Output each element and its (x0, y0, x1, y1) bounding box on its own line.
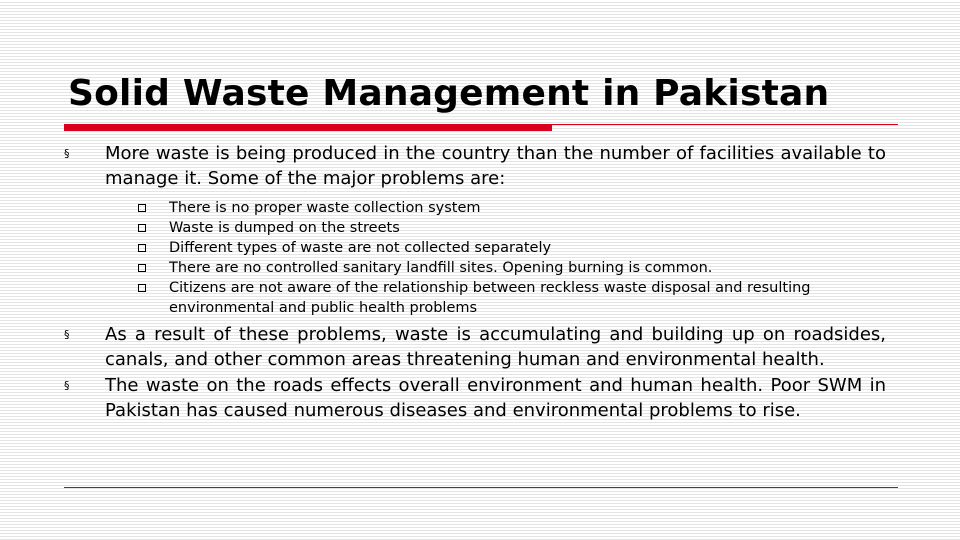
square-bullet-icon: § (64, 328, 70, 341)
sub-bullet-text: Waste is dumped on the streets (169, 220, 400, 236)
title-underline-accent (64, 124, 552, 131)
hollow-square-bullet-icon (138, 264, 146, 272)
sub-bullet-item (64, 218, 886, 238)
square-bullet-icon: § (64, 379, 70, 392)
bullet-text: More waste is being produced in the country than the number of facilities available to manage it. Some of the major problems are: (105, 143, 886, 189)
hollow-square-bullet-icon (138, 244, 146, 252)
slide-body (64, 142, 886, 423)
sub-bullet-item (64, 278, 886, 318)
sub-bullet-text: There are no controlled sanitary landfill sites. Opening burning is common. (169, 260, 713, 276)
sub-bullet-text: There is no proper waste collection system (169, 200, 481, 216)
sub-bullet-item (64, 238, 886, 258)
sub-bullet-list (64, 198, 886, 318)
bullet-text: The waste on the roads effects overall environment and human health. Poor SWM in Pakistan has caused numerous diseases and environmental problems to rise. (105, 375, 886, 421)
title-underline-thin (552, 124, 898, 125)
bullet-item (64, 323, 886, 372)
sub-bullet-text: Citizens are not aware of the relationship between reckless waste disposal and resulting environmental and public health problems (169, 280, 811, 316)
hollow-square-bullet-icon (138, 224, 146, 232)
sub-bullet-item (64, 198, 886, 218)
footer-divider (64, 487, 898, 488)
hollow-square-bullet-icon (138, 204, 146, 212)
bullet-item (64, 142, 886, 191)
square-bullet-icon: § (64, 147, 70, 160)
bullet-item (64, 374, 886, 423)
bullet-text: As a result of these problems, waste is accumulating and building up on roadsides, canals, and other common areas threatening human and environmental health. (105, 324, 886, 370)
sub-bullet-text: Different types of waste are not collected separately (169, 240, 552, 256)
sub-bullet-item (64, 258, 886, 278)
slide-title: Solid Waste Management in Pakistan (68, 73, 830, 114)
hollow-square-bullet-icon (138, 284, 146, 292)
